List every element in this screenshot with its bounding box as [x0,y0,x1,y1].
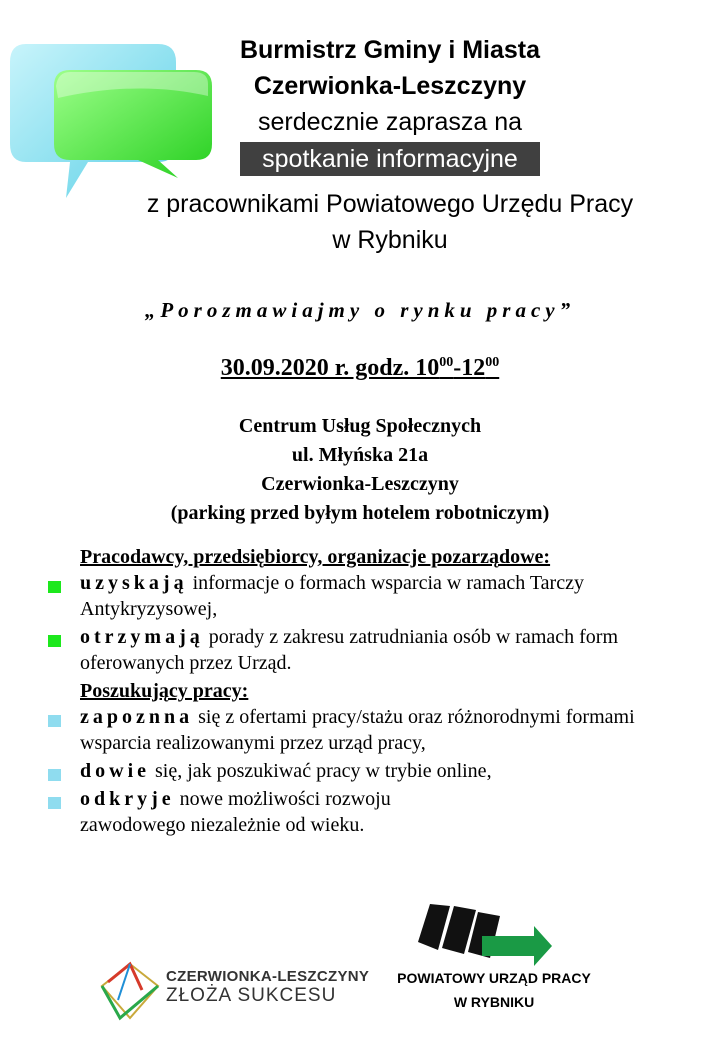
cyan-square-bullet-icon [48,797,61,809]
item-verb: uzyskają [80,572,188,594]
item-verb: odkryje [80,788,175,810]
highlight-banner: spotkanie informacyjne [240,142,540,176]
list-item [40,704,700,756]
list-item [40,624,700,676]
start-time-sup: 00 [439,355,454,370]
end-time-sup: 00 [485,355,500,370]
slogan: „Porozmawiajmy o rynku pracy” [144,298,576,322]
logo-line-1: CZERWIONKA-LESZCZYNY [166,968,370,985]
item-text: się z ofertami pracy/stażu oraz różnorodnymi formami wsparcia realizowanymi przez urząd pracy, [80,706,635,754]
item-verb: dowie [80,760,150,782]
cyan-square-bullet-icon [48,769,61,781]
item-verb: zapoznna [80,706,194,728]
venue-line-1: Centrum Usług Społecznych [238,415,482,437]
list-item [40,758,700,784]
date-main: 30.09.2020 r. godz. 10 [220,355,440,381]
item-text: się, jak poszukiwać pracy w trybie online, [150,760,492,782]
green-square-bullet-icon [48,581,61,593]
header-line-1: Burmistrz Gminy i Miasta [239,36,541,64]
venue [60,412,660,528]
pup-line-2: W RYBNIKU [453,994,535,1010]
green-square-bullet-icon [48,635,61,647]
offer-list [40,544,700,838]
cyan-square-bullet-icon [48,715,61,727]
event-date [60,355,660,382]
pup-logo-icon [416,902,556,968]
item-verb: otrzymają [80,626,204,648]
header-line-4: z pracownikami Powiatowego Urzędu Pracy [146,190,634,218]
jobseekers-heading: Poszukujący pracy: [80,680,249,702]
employers-heading: Pracodawcy, przedsiębiorcy, organizacje pozarządowe: [80,546,551,568]
pup-line-1: POWIATOWY URZĄD PRACY [397,970,591,986]
venue-line-4: (parking przed byłym hotelem robotniczym) [170,502,550,524]
date-dash: -12 [453,355,486,381]
header-line-2: Czerwionka-Leszczyny [253,72,527,100]
diamond-logo-icon [98,960,162,1022]
item-text: porady z zakresu zatrudniania osób w ramach form oferowanych przez Urząd. [80,626,619,674]
item-text: informacje o formach wsparcia w ramach Tarczy Antykryzysowej, [80,572,584,620]
item-text: nowe możliwości rozwoju zawodowego niezależnie od wieku. [80,788,391,836]
header-line-5: w Rybniku [332,226,448,254]
logo-line-2: ZŁOŻA SUKCESU [166,985,337,1006]
venue-line-3: Czerwionka-Leszczyny [261,473,459,495]
header-line-3: serdecznie zaprasza na [257,108,523,136]
list-item [40,786,500,838]
venue-line-2: ul. Młyńska 21a [291,444,429,466]
list-item [40,570,700,622]
